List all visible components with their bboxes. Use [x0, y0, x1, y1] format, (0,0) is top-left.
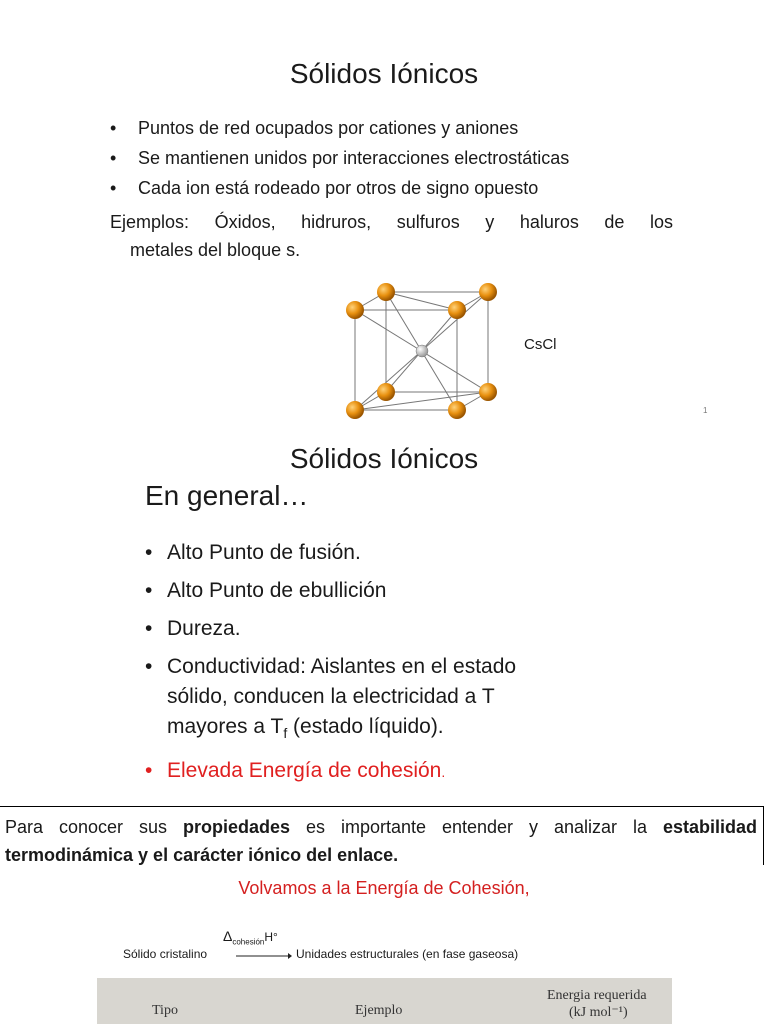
- units-label: Unidades estructurales (en fase gaseosa): [296, 947, 519, 961]
- slide2-bullets: [145, 538, 595, 795]
- energy-table-header: [97, 978, 672, 1024]
- col-energia: Energia requerida: [547, 988, 647, 1003]
- note-box: [0, 806, 764, 865]
- delta-cohesion-label: $\Delta_{cohesión}H^\circ$: [223, 928, 278, 947]
- list-item: • Alto Punto de fusión.: [145, 538, 595, 568]
- slide2-title: Sólidos Iónicos: [289, 443, 479, 474]
- list-item: • Se mantienen unidos por interacciones electrostáticas: [110, 143, 569, 173]
- atom: [479, 283, 497, 301]
- cscl-crystal-figure: [340, 278, 510, 426]
- atom: [448, 401, 466, 419]
- col-ejemplo: Ejemplo: [355, 1003, 403, 1018]
- figure-label: CsCl: [524, 336, 557, 353]
- col-tipo: Tipo: [152, 1003, 178, 1018]
- list-item: • Puntos de red ocupados por cationes y aniones: [110, 113, 569, 143]
- page-number: 1: [703, 406, 708, 415]
- atom: [346, 401, 364, 419]
- solid-label: Sólido cristalino: [123, 947, 208, 961]
- atom: [377, 383, 395, 401]
- atom-center: [416, 345, 428, 357]
- atom: [479, 383, 497, 401]
- examples-line2: metales del bloque s.: [130, 240, 301, 260]
- examples-line1: Ejemplos: Óxidos, hidruros, sulfuros y haluros de los: [110, 212, 673, 232]
- section-heading: Volvamos a la Energía de Cohesión,: [238, 878, 530, 898]
- examples-text: [110, 208, 673, 264]
- slide1-bullets: [110, 113, 569, 203]
- list-item: • Alto Punto de ebullición: [145, 576, 595, 606]
- list-item-cohesion: • Elevada Energía de cohesión.: [145, 756, 595, 787]
- slide1-title: Sólidos Iónicos: [289, 58, 479, 89]
- reaction-arrow-icon: [236, 952, 292, 960]
- list-item-conductivity: • Conductividad: Aislantes en el estado sólido, conducen la electricidad a T mayores a $T_f$ (estado líquido).: [145, 652, 595, 748]
- atom: [346, 301, 364, 319]
- list-item: • Dureza.: [145, 614, 595, 644]
- col-unidades: (kJ mol⁻¹): [569, 1005, 628, 1020]
- slide2-subtitle: En general…: [145, 480, 309, 511]
- list-item: • Cada ion está rodeado por otros de signo opuesto: [110, 173, 569, 203]
- atom: [448, 301, 466, 319]
- atom: [377, 283, 395, 301]
- note-text: Para conocer sus propiedades es importante entender y analizar la estabilidad termodinámica y el carácter iónico del enlace.: [5, 817, 757, 865]
